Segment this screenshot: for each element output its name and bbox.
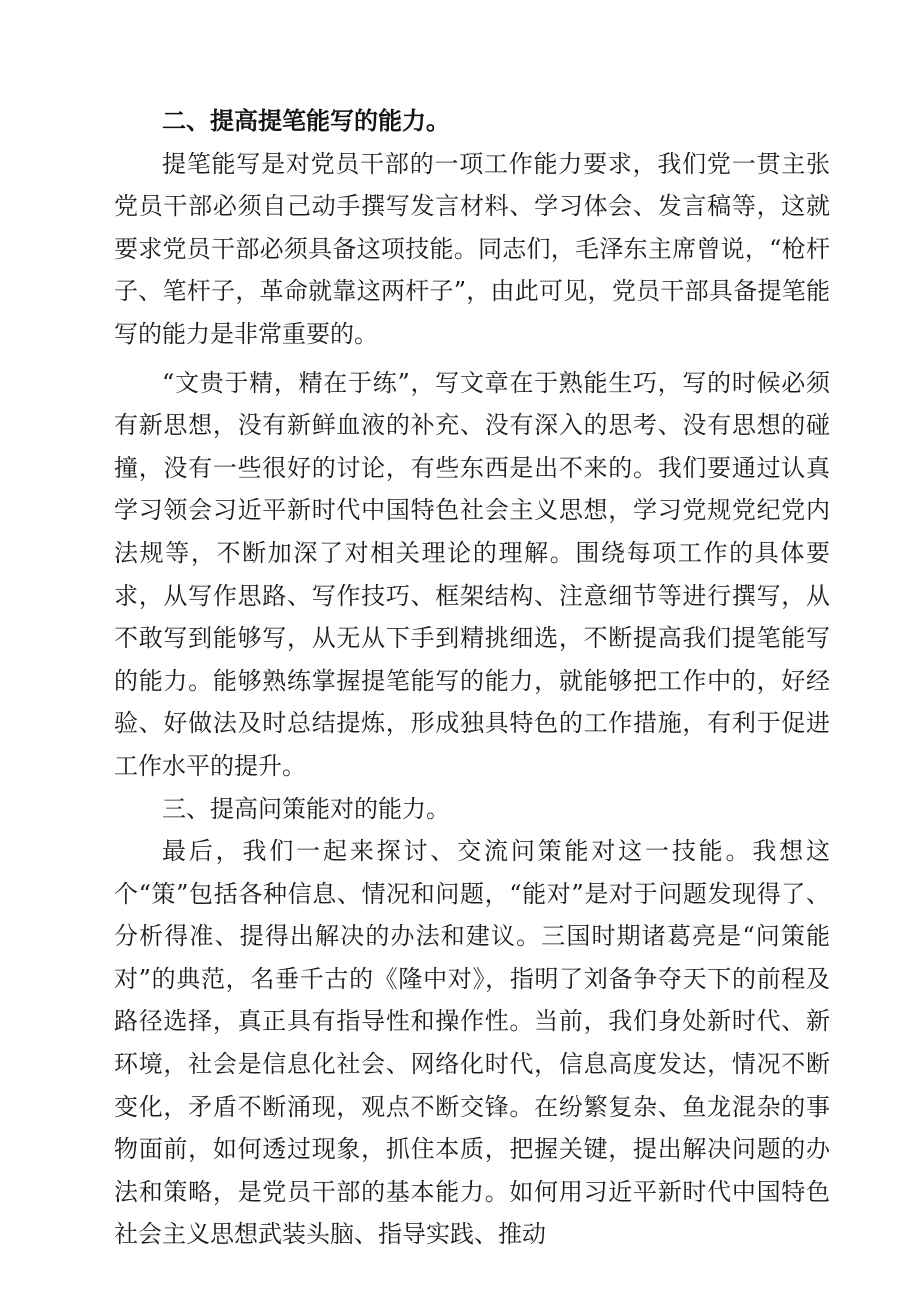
section-2-paragraph-1: 提笔能写是对党员干部的一项工作能力要求，我们党一贯主张党员干部必须自己动手撰写发言材料、学习体会、发言稿等，这就要求党员干部必须具备这项技能。同志们，毛泽东主席曾说，“枪杆子、笔杆子，革命就靠这两杆子”，由此可见，党员干部具备提笔能写的能力是非常重要的。 (114, 149, 830, 348)
section-2-paragraph-2: “文贵于精，精在于练”，写文章在于熟能生巧，写的时候必须有新思想，没有新鲜血液的补充、没有深入的思考、没有思想的碰撞，没有一些很好的讨论，有些东西是出不来的。我们要通过认真学习领会习近平新时代中国特色社会主义思想，学习党规党纪党内法规等，不断加深了对相关理论的理解。围绕每项工作的具体要求，从写作思路、写作技巧、框架结构、注意细节等进行撰写，从不敢写到能够写，从无从下手到精挑细选，不断提高我们提笔能写的能力。能够熟练掌握提笔能写的能力，就能够把工作中的，好经验、好做法及时总结提炼，形成独具特色的工作措施，有利于促进工作水平的提升。 (114, 368, 830, 780)
document-body (114, 100, 830, 1256)
section-3-paragraph-1: 最后，我们一起来探讨、交流问策能对这一技能。我想这个“策”包括各种信息、情况和问题，“能对”是对于问题发现得了、分析得准、提得出解决的办法和建议。三国时期诸葛亮是“问策能对”的典范，名垂千古的《隆中对》，指明了刘备争夺天下的前程及路径选择，真正具有指导性和操作性。当前，我们身处新时代、新环境，社会是信息化社会、网络化时代，信息高度发达，情况不断变化，矛盾不断涌现，观点不断交锋。在纷繁复杂、鱼龙混杂的事物面前，如何透过现象，抓住本质，把握关键，提出解决问题的办法和策略，是党员干部的基本能力。如何用习近平新时代中国特色社会主义思想武装头脑、指导实践、推动 (114, 837, 830, 1249)
section-2-heading: 二、提高提笔能写的能力。 (162, 107, 450, 135)
section-3-heading: 三、提高问策能对的能力。 (162, 794, 450, 823)
